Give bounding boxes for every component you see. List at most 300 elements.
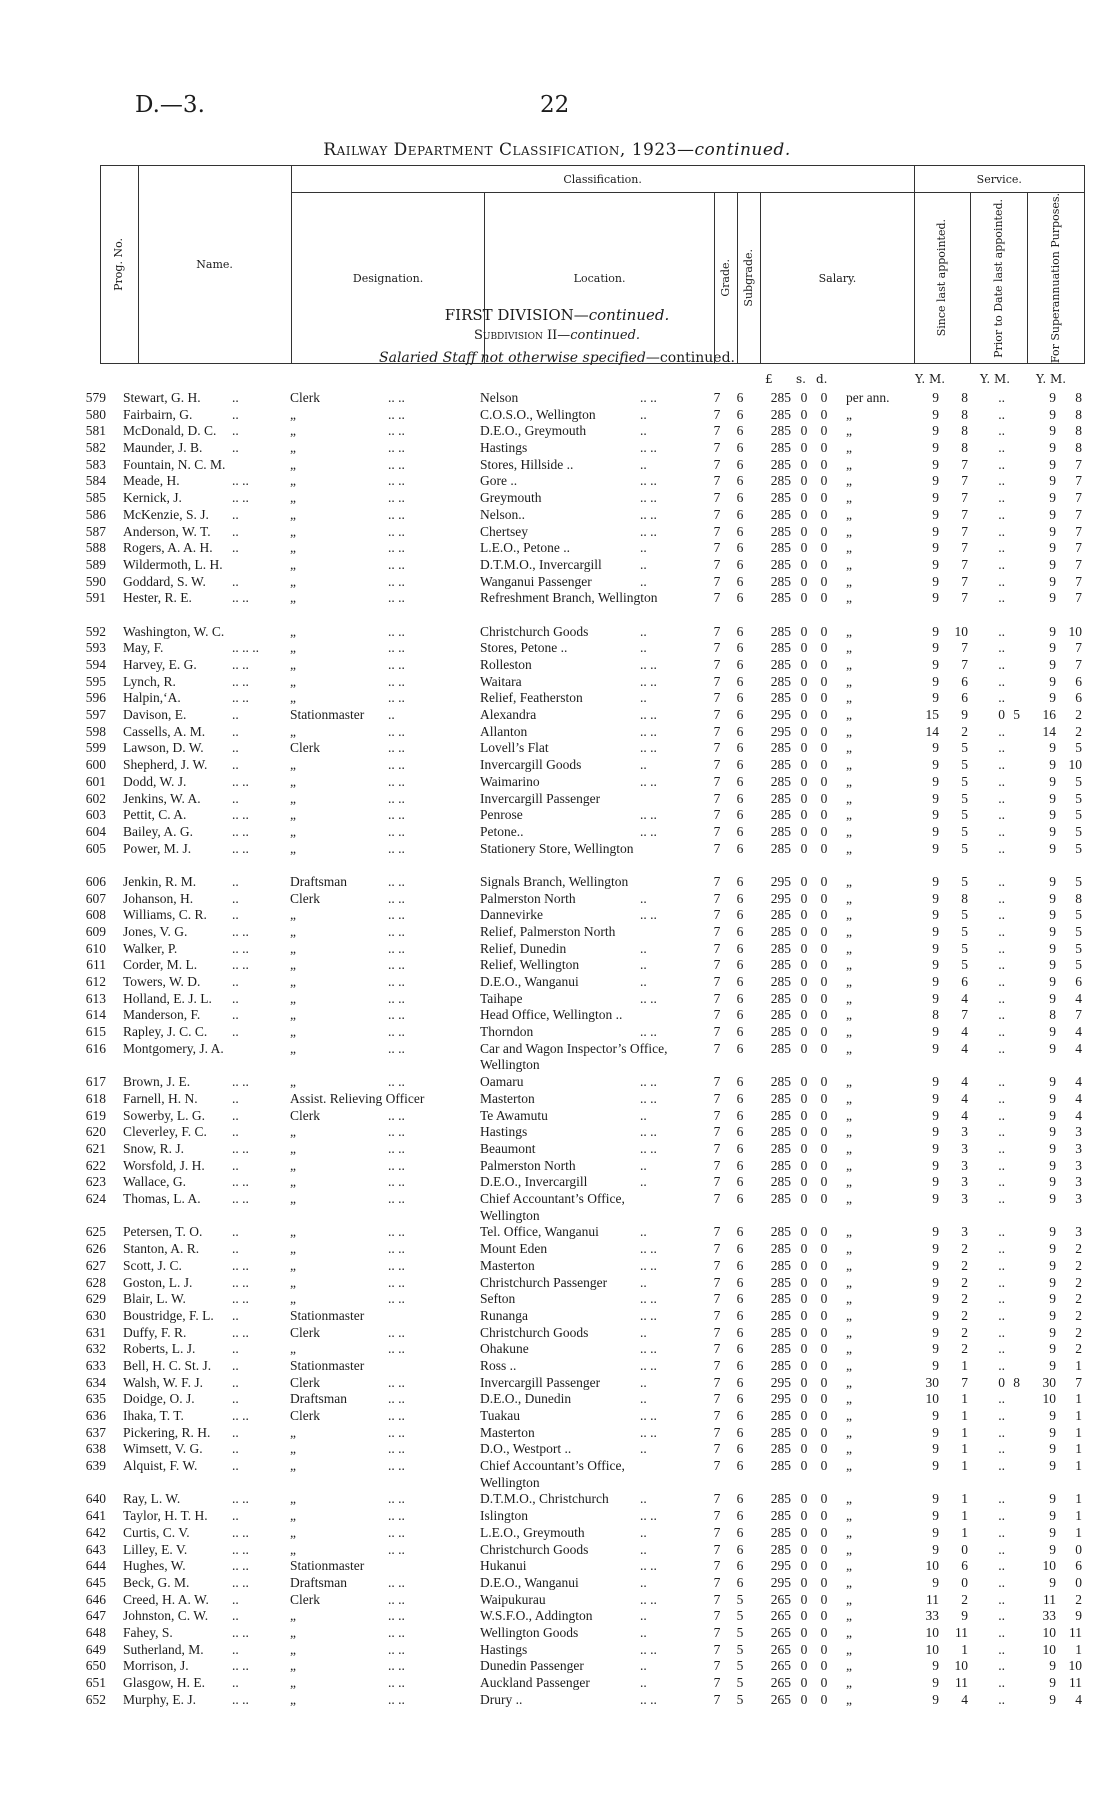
designation: „ bbox=[290, 1441, 296, 1457]
subgrade: 6 bbox=[736, 1124, 744, 1140]
table-row bbox=[0, 540, 1114, 557]
since-years: 9 bbox=[932, 1574, 939, 1590]
designation: Stationmaster bbox=[290, 1307, 365, 1323]
salary-pounds: 285 bbox=[770, 907, 791, 923]
location: Invercargill Goods bbox=[480, 757, 582, 773]
salary-pence: 0 bbox=[820, 823, 828, 839]
name-leader: .. bbox=[232, 740, 239, 756]
since-months: 7 bbox=[961, 490, 968, 506]
col-classification: Classification. bbox=[291, 166, 914, 193]
staff-name: Dodd, W. J. bbox=[123, 773, 187, 789]
salary-pence: 0 bbox=[820, 873, 828, 889]
grade: 7 bbox=[713, 974, 721, 990]
designation: „ bbox=[290, 940, 296, 956]
location: Drury .. bbox=[480, 1691, 523, 1707]
salary-shillings: 0 bbox=[800, 1608, 808, 1624]
name-leader: .. bbox=[232, 1357, 239, 1373]
super-months: 7 bbox=[1075, 490, 1082, 506]
location: D.T.M.O., Invercargill bbox=[480, 556, 602, 572]
salary-pounds: 285 bbox=[770, 506, 791, 522]
salary-pence: 0 bbox=[820, 1508, 828, 1524]
subgrade: 6 bbox=[736, 523, 744, 539]
salary-pence: 0 bbox=[820, 1574, 828, 1590]
prog-number: 645 bbox=[85, 1574, 106, 1590]
salary-shillings: 0 bbox=[800, 523, 808, 539]
table-row bbox=[0, 1542, 1114, 1559]
location: Auckland Passenger bbox=[480, 1675, 590, 1691]
subgrade: 6 bbox=[736, 1191, 744, 1207]
staff-name: Morrison, J. bbox=[123, 1658, 189, 1674]
since-months: 6 bbox=[961, 974, 968, 990]
since-years: 9 bbox=[932, 573, 939, 589]
since-months: 0 bbox=[961, 1574, 968, 1590]
since-years: 9 bbox=[932, 1191, 939, 1207]
since-years: 9 bbox=[932, 1024, 939, 1040]
since-months: 2 bbox=[961, 1591, 968, 1607]
super-months: 7 bbox=[1075, 1374, 1082, 1390]
grade: 7 bbox=[713, 1675, 721, 1691]
since-years: 9 bbox=[932, 757, 939, 773]
since-months: 1 bbox=[961, 1641, 968, 1657]
staff-table-body bbox=[0, 390, 1114, 1708]
name-leader: .. .. bbox=[232, 1541, 249, 1557]
table-row bbox=[0, 674, 1114, 691]
since-years: 15 bbox=[925, 707, 939, 723]
since-months: 5 bbox=[961, 924, 968, 940]
salary-pounds: 285 bbox=[770, 490, 791, 506]
since-years: 9 bbox=[932, 1157, 939, 1173]
salary-pence: 0 bbox=[820, 690, 828, 706]
designation: „ bbox=[290, 807, 296, 823]
salary-period: „ bbox=[846, 1691, 852, 1707]
staff-name: Fountain, N. C. M. bbox=[123, 456, 226, 472]
designation: „ bbox=[290, 823, 296, 839]
salary-pounds: 285 bbox=[770, 440, 791, 456]
designation-leader: .. .. bbox=[388, 807, 405, 823]
location: Relief, Featherston bbox=[480, 690, 583, 706]
prior-years: .. bbox=[998, 440, 1005, 456]
salary-shillings: 0 bbox=[800, 490, 808, 506]
unit-ym-super: Y. M. bbox=[1036, 372, 1067, 386]
subgrade: 6 bbox=[736, 957, 744, 973]
grade: 7 bbox=[713, 1608, 721, 1624]
super-months: 4 bbox=[1075, 1074, 1082, 1090]
subgrade: 5 bbox=[736, 1658, 744, 1674]
salary-shillings: 0 bbox=[800, 1291, 808, 1307]
salary-pounds: 285 bbox=[770, 773, 791, 789]
salary-shillings: 0 bbox=[800, 390, 808, 405]
designation-leader: .. .. bbox=[388, 1608, 405, 1624]
prog-number: 595 bbox=[85, 673, 106, 689]
super-months: 11 bbox=[1069, 1675, 1082, 1691]
staff-name: Rogers, A. A. H. bbox=[123, 540, 213, 556]
subgrade: 6 bbox=[736, 673, 744, 689]
salary-pounds: 265 bbox=[770, 1608, 791, 1624]
since-years: 9 bbox=[932, 1541, 939, 1557]
salary-shillings: 0 bbox=[800, 1541, 808, 1557]
location: Chertsey bbox=[480, 523, 528, 539]
prog-number: 613 bbox=[85, 990, 106, 1006]
salary-period: „ bbox=[846, 1274, 852, 1290]
name-leader: .. .. bbox=[232, 1140, 249, 1156]
salary-pence: 0 bbox=[820, 456, 828, 472]
salary-pounds: 285 bbox=[770, 1441, 791, 1457]
salary-pence: 0 bbox=[820, 940, 828, 956]
since-months: 7 bbox=[961, 640, 968, 656]
location-leader: .. .. bbox=[640, 1591, 657, 1607]
name-leader: .. bbox=[232, 790, 239, 806]
super-years: 9 bbox=[1049, 974, 1056, 990]
staff-name: Goddard, S. W. bbox=[123, 573, 206, 589]
super-years: 10 bbox=[1042, 1624, 1056, 1640]
salary-period: „ bbox=[846, 924, 852, 940]
designation: „ bbox=[290, 1341, 296, 1357]
salary-period: „ bbox=[846, 1191, 852, 1207]
salary-pounds: 265 bbox=[770, 1624, 791, 1640]
salary-shillings: 0 bbox=[800, 1040, 808, 1056]
col-grade: Grade. bbox=[714, 193, 737, 364]
location-leader: .. .. bbox=[640, 1241, 657, 1257]
since-months: 5 bbox=[961, 940, 968, 956]
staff-name: Boustridge, F. L. bbox=[123, 1307, 214, 1323]
location: Relief, Wellington bbox=[480, 957, 580, 973]
super-years: 9 bbox=[1049, 1191, 1056, 1207]
staff-name: Power, M. J. bbox=[123, 840, 192, 856]
salary-pounds: 285 bbox=[770, 1124, 791, 1140]
name-leader: .. .. bbox=[232, 1274, 249, 1290]
col-name: Name. bbox=[138, 166, 291, 364]
salary-pounds: 285 bbox=[770, 807, 791, 823]
location: Hukanui bbox=[480, 1558, 527, 1574]
prog-number: 651 bbox=[85, 1675, 106, 1691]
staff-name: Glasgow, H. E. bbox=[123, 1675, 205, 1691]
since-months: 5 bbox=[961, 873, 968, 889]
salary-pence: 0 bbox=[820, 1541, 828, 1557]
table-row bbox=[0, 657, 1114, 674]
designation: „ bbox=[290, 757, 296, 773]
super-years: 9 bbox=[1049, 1524, 1056, 1540]
grade: 7 bbox=[713, 406, 721, 422]
prior-years: .. bbox=[998, 1558, 1005, 1574]
staff-name: Fairbairn, G. bbox=[123, 406, 193, 422]
salary-pence: 0 bbox=[820, 1090, 828, 1106]
since-months: 7 bbox=[961, 1007, 968, 1023]
super-months: 2 bbox=[1075, 1291, 1082, 1307]
name-leader: .. .. bbox=[232, 773, 249, 789]
designation: „ bbox=[290, 723, 296, 739]
designation: „ bbox=[290, 1691, 296, 1707]
since-years: 9 bbox=[932, 623, 939, 639]
super-years: 9 bbox=[1049, 1675, 1056, 1691]
salary-pence: 0 bbox=[820, 1391, 828, 1407]
salary-shillings: 0 bbox=[800, 1174, 808, 1190]
designation: „ bbox=[290, 1274, 296, 1290]
super-years: 10 bbox=[1042, 1558, 1056, 1574]
designation-leader: .. .. bbox=[388, 390, 405, 405]
salary-shillings: 0 bbox=[800, 907, 808, 923]
table-row bbox=[0, 423, 1114, 440]
prior-years: .. bbox=[998, 473, 1005, 489]
salary-period: „ bbox=[846, 640, 852, 656]
salary-pounds: 295 bbox=[770, 1558, 791, 1574]
staff-name: Maunder, J. B. bbox=[123, 440, 203, 456]
prog-number: 650 bbox=[85, 1658, 106, 1674]
name-leader: .. .. bbox=[232, 1558, 249, 1574]
prior-years: .. bbox=[998, 990, 1005, 1006]
super-years: 9 bbox=[1049, 823, 1056, 839]
location-leader: .. bbox=[640, 1624, 647, 1640]
salary-pounds: 285 bbox=[770, 657, 791, 673]
salary-period: „ bbox=[846, 1291, 852, 1307]
name-leader: .. bbox=[232, 1441, 239, 1457]
name-leader: .. bbox=[232, 390, 239, 405]
super-months: 1 bbox=[1075, 1424, 1082, 1440]
designation-leader: .. .. bbox=[388, 1274, 405, 1290]
table-row bbox=[0, 891, 1114, 908]
location-leader: .. bbox=[640, 623, 647, 639]
designation: „ bbox=[290, 840, 296, 856]
location-leader: .. bbox=[640, 974, 647, 990]
super-years: 9 bbox=[1049, 1357, 1056, 1373]
designation-leader: .. .. bbox=[388, 1291, 405, 1307]
designation: „ bbox=[290, 490, 296, 506]
location-leader: .. .. bbox=[640, 1691, 657, 1707]
super-months: 6 bbox=[1075, 673, 1082, 689]
designation: „ bbox=[290, 540, 296, 556]
location-leader: .. .. bbox=[640, 807, 657, 823]
table-row bbox=[0, 1508, 1114, 1525]
staff-name: Washington, W. C. bbox=[123, 623, 225, 639]
salary-period: „ bbox=[846, 1391, 852, 1407]
prog-number: 579 bbox=[85, 390, 106, 405]
designation: Assist. Relieving Officer bbox=[290, 1090, 425, 1106]
location-leader: .. .. bbox=[640, 1307, 657, 1323]
prog-number: 628 bbox=[85, 1274, 106, 1290]
subgrade: 6 bbox=[736, 1391, 744, 1407]
designation-leader: .. .. bbox=[388, 1491, 405, 1507]
name-leader: .. bbox=[232, 506, 239, 522]
prior-years: .. bbox=[998, 1224, 1005, 1240]
since-years: 10 bbox=[925, 1391, 939, 1407]
salary-period: „ bbox=[846, 1424, 852, 1440]
since-years: 9 bbox=[932, 890, 939, 906]
prior-years: .. bbox=[998, 1324, 1005, 1340]
grade: 7 bbox=[713, 506, 721, 522]
prior-years: .. bbox=[998, 840, 1005, 856]
staff-name: Jenkins, W. A. bbox=[123, 790, 201, 806]
salary-period: „ bbox=[846, 1658, 852, 1674]
table-row bbox=[0, 1007, 1114, 1024]
salary-period: „ bbox=[846, 990, 852, 1006]
salary-shillings: 0 bbox=[800, 1508, 808, 1524]
name-leader: .. bbox=[232, 757, 239, 773]
super-months: 1 bbox=[1075, 1641, 1082, 1657]
grade: 7 bbox=[713, 1541, 721, 1557]
super-years: 9 bbox=[1049, 790, 1056, 806]
name-leader: .. .. bbox=[232, 1691, 249, 1707]
prior-years: .. bbox=[998, 957, 1005, 973]
salary-shillings: 0 bbox=[800, 590, 808, 606]
designation-leader: .. .. bbox=[388, 1024, 405, 1040]
table-row bbox=[0, 1275, 1114, 1292]
staff-name: Lawson, D. W. bbox=[123, 740, 204, 756]
location: Islington bbox=[480, 1508, 529, 1524]
grade: 7 bbox=[713, 1458, 721, 1474]
since-years: 9 bbox=[932, 1441, 939, 1457]
name-leader: .. .. bbox=[232, 840, 249, 856]
super-months: 9 bbox=[1075, 1608, 1082, 1624]
salary-period: „ bbox=[846, 540, 852, 556]
name-leader: .. bbox=[232, 1675, 239, 1691]
since-months: 5 bbox=[961, 740, 968, 756]
subgrade: 6 bbox=[736, 1241, 744, 1257]
location: Stationery Store, Wellington bbox=[480, 840, 634, 856]
designation-leader: .. .. bbox=[388, 1591, 405, 1607]
designation: „ bbox=[290, 1074, 296, 1090]
location-leader: .. .. bbox=[640, 1024, 657, 1040]
designation-leader: .. .. bbox=[388, 990, 405, 1006]
table-row bbox=[0, 440, 1114, 457]
col-prior: Prior to Date last appointed. bbox=[971, 193, 1028, 364]
salary-pounds: 285 bbox=[770, 640, 791, 656]
super-months: 2 bbox=[1075, 1341, 1082, 1357]
location: D.T.M.O., Christchurch bbox=[480, 1491, 609, 1507]
salary-period: „ bbox=[846, 957, 852, 973]
name-leader: .. bbox=[232, 1391, 239, 1407]
subgrade: 6 bbox=[736, 1040, 744, 1056]
salary-shillings: 0 bbox=[800, 1257, 808, 1273]
salary-pounds: 295 bbox=[770, 873, 791, 889]
grade: 7 bbox=[713, 523, 721, 539]
since-years: 10 bbox=[925, 1624, 939, 1640]
since-years: 9 bbox=[932, 556, 939, 572]
location-leader: .. .. bbox=[640, 1558, 657, 1574]
prior-years: .. bbox=[998, 790, 1005, 806]
super-months: 4 bbox=[1075, 1691, 1082, 1707]
designation: „ bbox=[290, 790, 296, 806]
subgrade: 6 bbox=[736, 390, 744, 405]
designation-leader: .. .. bbox=[388, 1441, 405, 1457]
salary-pounds: 285 bbox=[770, 1508, 791, 1524]
prog-number: 583 bbox=[85, 456, 106, 472]
table-row bbox=[0, 1675, 1114, 1692]
location-leader: .. bbox=[640, 1675, 647, 1691]
grade: 7 bbox=[713, 1074, 721, 1090]
subgrade: 6 bbox=[736, 473, 744, 489]
name-leader: .. bbox=[232, 1591, 239, 1607]
subgrade: 6 bbox=[736, 1107, 744, 1123]
salary-pence: 0 bbox=[820, 1291, 828, 1307]
staff-name: Snow, R. J. bbox=[123, 1140, 185, 1156]
name-leader: .. .. bbox=[232, 1191, 249, 1207]
name-leader: .. .. bbox=[232, 1524, 249, 1540]
salary-pounds: 285 bbox=[770, 406, 791, 422]
prior-years: .. bbox=[998, 690, 1005, 706]
prior-years: .. bbox=[998, 1508, 1005, 1524]
salary-pence: 0 bbox=[820, 1191, 828, 1207]
prior-years: .. bbox=[998, 673, 1005, 689]
salary-pence: 0 bbox=[820, 1357, 828, 1373]
since-years: 9 bbox=[932, 540, 939, 556]
subgrade: 6 bbox=[736, 1458, 744, 1474]
subgrade: 6 bbox=[736, 990, 744, 1006]
prior-years: .. bbox=[998, 1574, 1005, 1590]
name-leader: .. bbox=[232, 990, 239, 1006]
salary-shillings: 0 bbox=[800, 1524, 808, 1540]
staff-name: Petersen, T. O. bbox=[123, 1224, 203, 1240]
salary-period: „ bbox=[846, 1441, 852, 1457]
super-years: 9 bbox=[1049, 924, 1056, 940]
salary-shillings: 0 bbox=[800, 573, 808, 589]
prior-years: .. bbox=[998, 723, 1005, 739]
since-years: 9 bbox=[932, 807, 939, 823]
subgrade: 6 bbox=[736, 1074, 744, 1090]
designation: „ bbox=[290, 1241, 296, 1257]
designation: Clerk bbox=[290, 390, 320, 405]
subgrade: 6 bbox=[736, 490, 744, 506]
location: Mount Eden bbox=[480, 1241, 548, 1257]
subgrade: 6 bbox=[736, 1574, 744, 1590]
super-months: 2 bbox=[1075, 1241, 1082, 1257]
prior-years: .. bbox=[998, 1424, 1005, 1440]
designation-leader: .. .. bbox=[388, 1574, 405, 1590]
subgrade: 6 bbox=[736, 807, 744, 823]
salary-shillings: 0 bbox=[800, 1374, 808, 1390]
staff-name: Cleverley, F. C. bbox=[123, 1124, 207, 1140]
grade: 7 bbox=[713, 640, 721, 656]
since-years: 9 bbox=[932, 873, 939, 889]
staff-name: Davison, E. bbox=[123, 707, 187, 723]
designation-leader: .. .. bbox=[388, 556, 405, 572]
subgrade: 6 bbox=[736, 506, 744, 522]
col-designation: Designation. bbox=[291, 193, 485, 364]
salary-period: „ bbox=[846, 1140, 852, 1156]
super-months: 5 bbox=[1075, 873, 1082, 889]
since-months: 7 bbox=[961, 1374, 968, 1390]
table-row bbox=[0, 690, 1114, 707]
designation-leader: .. .. bbox=[388, 657, 405, 673]
salary-pounds: 285 bbox=[770, 840, 791, 856]
location: D.O., Westport .. bbox=[480, 1441, 572, 1457]
location: Dunedin Passenger bbox=[480, 1658, 584, 1674]
salary-shillings: 0 bbox=[800, 1324, 808, 1340]
location: Greymouth bbox=[480, 490, 542, 506]
staff-name: Wimsett, V. G. bbox=[123, 1441, 203, 1457]
super-years: 9 bbox=[1049, 1074, 1056, 1090]
location: D.E.O., Dunedin bbox=[480, 1391, 572, 1407]
col-subgrade: Subgrade. bbox=[738, 193, 761, 364]
super-months: 7 bbox=[1075, 506, 1082, 522]
name-leader: .. bbox=[232, 890, 239, 906]
table-row bbox=[0, 1241, 1114, 1258]
super-years: 9 bbox=[1049, 1241, 1056, 1257]
designation-leader: .. .. bbox=[388, 1508, 405, 1524]
location: Wellington Goods bbox=[480, 1624, 579, 1640]
designation: „ bbox=[290, 1191, 296, 1207]
name-leader: .. bbox=[232, 707, 239, 723]
salary-pence: 0 bbox=[820, 1524, 828, 1540]
prior-years: .. bbox=[998, 1541, 1005, 1557]
location-leader: .. .. bbox=[640, 657, 657, 673]
designation: „ bbox=[290, 1174, 296, 1190]
table-row bbox=[0, 841, 1114, 874]
super-months: 8 bbox=[1075, 406, 1082, 422]
prog-number: 611 bbox=[86, 957, 106, 973]
grade: 7 bbox=[713, 1224, 721, 1240]
designation-leader: .. .. bbox=[388, 823, 405, 839]
salary-period: „ bbox=[846, 1541, 852, 1557]
salary-shillings: 0 bbox=[800, 1224, 808, 1240]
